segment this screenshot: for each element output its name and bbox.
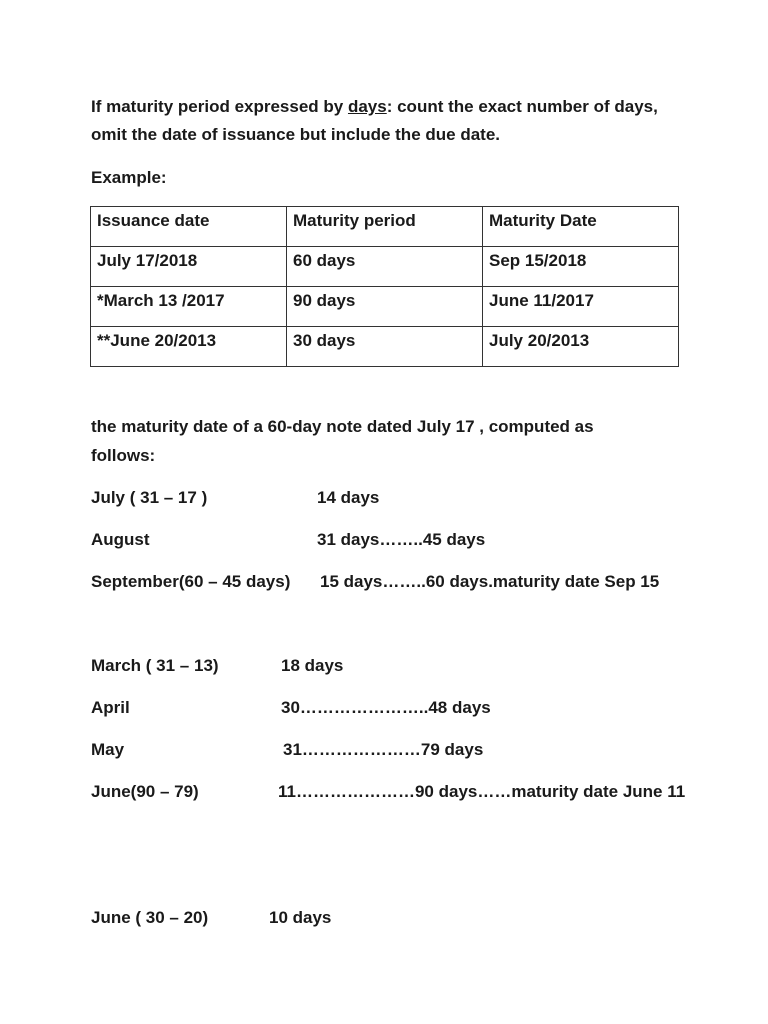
table-cell: Sep 15/2018 — [483, 247, 679, 287]
table-cell: 90 days — [287, 287, 483, 327]
explanation-line-2: follows: — [91, 446, 156, 465]
header-maturity-period: Maturity period — [287, 207, 483, 247]
calc-label: June ( 30 – 20) — [91, 908, 209, 927]
table-cell: **June 20/2013 — [91, 327, 287, 367]
table-row — [91, 287, 679, 327]
calc-label: June(90 – 79) — [91, 782, 199, 801]
calc-value: 31…………………79 days — [283, 740, 484, 759]
calc-row-june — [91, 782, 686, 802]
calc-row-march — [91, 656, 344, 676]
calc-row-july — [91, 488, 380, 508]
intro-line-1-pre: If maturity period expressed by — [91, 97, 348, 116]
table-cell: July 17/2018 — [91, 247, 287, 287]
calc-value: 18 days — [281, 656, 344, 675]
intro-line-1 — [91, 97, 658, 117]
table-cell: *March 13 /2017 — [91, 287, 287, 327]
table-cell: 30 days — [287, 327, 483, 367]
calc-label: April — [91, 698, 130, 717]
calc-row-august — [91, 530, 486, 550]
calc-label: March ( 31 – 13) — [91, 656, 219, 675]
table-header-row — [91, 207, 679, 247]
intro-line-2: omit the date of issuance but include the due date. — [91, 125, 500, 144]
calc-value: 14 days — [317, 488, 380, 507]
table-cell: 60 days — [287, 247, 483, 287]
calc-value: 31 days……..45 days — [317, 530, 486, 549]
calc-row-may — [91, 740, 484, 760]
explanation-line-1: the maturity date of a 60-day note dated July 17 , computed as — [91, 417, 594, 436]
calc-row-september — [91, 572, 660, 592]
intro-line-1-post: : count the exact number of days, — [386, 97, 658, 116]
calc-label: July ( 31 – 17 ) — [91, 488, 208, 507]
intro-days-underlined: days — [347, 97, 387, 116]
table-cell: June 11/2017 — [483, 287, 679, 327]
calc-value: 15 days……..60 days.maturity date Sep 15 — [320, 572, 660, 591]
calc-value: 11…………………90 days……maturity date June 11 — [278, 782, 686, 801]
header-issuance-date: Issuance date — [91, 207, 287, 247]
calc-label: August — [91, 530, 150, 549]
maturity-table — [90, 206, 679, 367]
calc-row-june-2013 — [91, 908, 332, 928]
calc-row-april — [91, 698, 491, 718]
example-label: Example: — [91, 168, 167, 187]
calc-value: 10 days — [269, 908, 332, 927]
table-row — [91, 247, 679, 287]
calc-label: September(60 – 45 days) — [91, 572, 291, 591]
calc-label: May — [91, 740, 125, 759]
header-maturity-date: Maturity Date — [483, 207, 679, 247]
calc-value: 30…………………..48 days — [281, 698, 491, 717]
table-cell: July 20/2013 — [483, 327, 679, 367]
table-row — [91, 327, 679, 367]
